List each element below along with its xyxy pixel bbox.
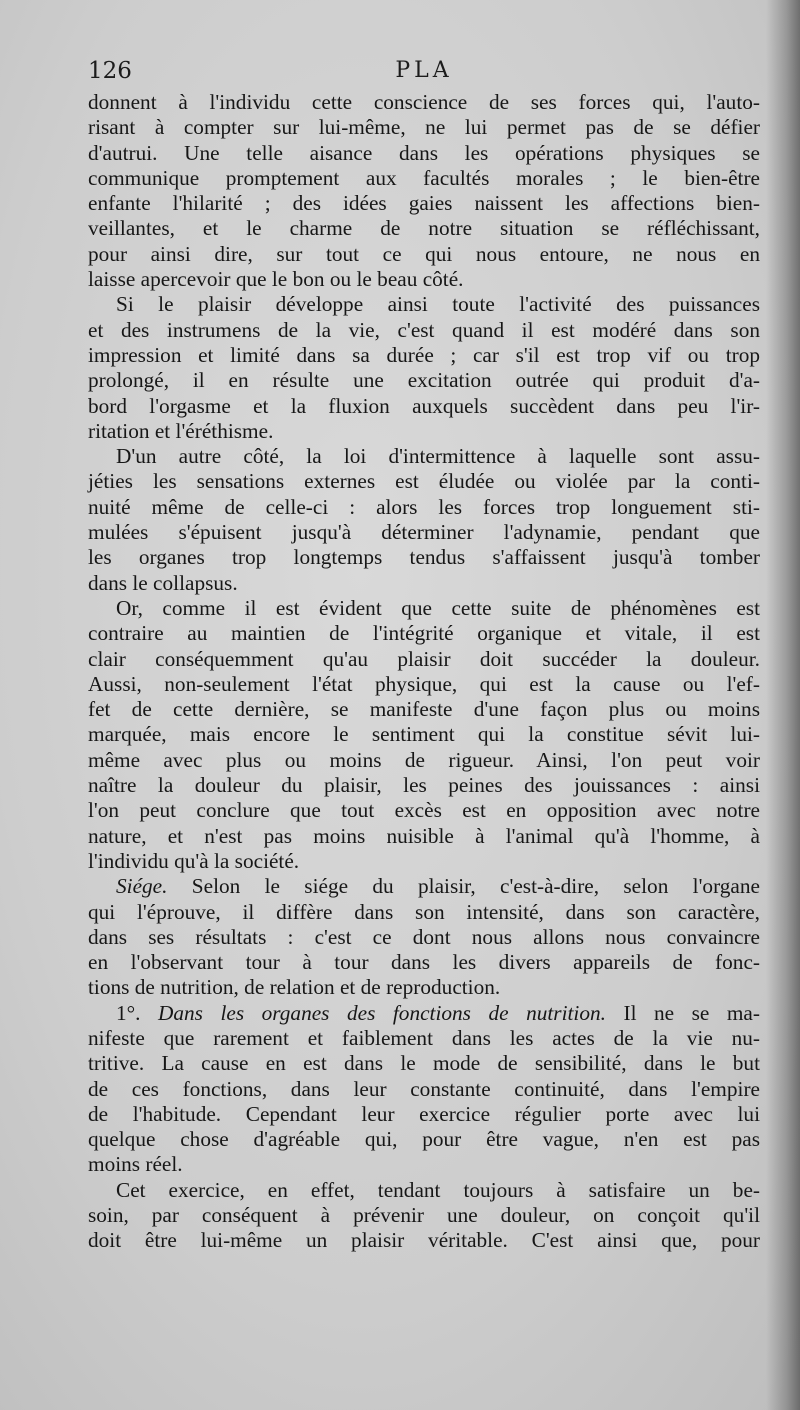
text-line: en l'observant tour à tour dans les divers appareils de fonc- [88, 950, 760, 975]
text-line: contraire au maintien de l'intégrité organique et vitale, il est [88, 621, 760, 646]
text-line: moins réel. [88, 1152, 183, 1177]
text-line: ritation et l'éréthisme. [88, 418, 274, 443]
page-number: 126 [88, 58, 132, 84]
text-line: dans le collapsus. [88, 570, 238, 595]
text-line: tritive. La cause en est dans le mode de sensibilité, dans le but [88, 1051, 760, 1076]
text-line: doit être lui-même un plaisir véritable. C'est ainsi que, pour [88, 1228, 760, 1253]
body-text [88, 90, 760, 1254]
paragraph [88, 444, 760, 596]
text-line: laisse apercevoir que le bon ou le beau côté. [88, 267, 464, 292]
text-line: et des instrumens de la vie, c'est quand il est modéré dans son [88, 317, 760, 342]
text-line: soin, par conséquent à prévenir une douleur, on conçoit qu'il [88, 1203, 760, 1228]
text-line: de ces fonctions, dans leur constante continuité, dans l'empire [88, 1076, 760, 1101]
text-line: mulées s'épuisent jusqu'à déterminer l'adynamie, pendant que [88, 520, 760, 545]
section-heading-italic: Siége. [116, 874, 168, 899]
paragraph [88, 292, 760, 444]
page-header [88, 58, 760, 92]
text-run: Il ne se ma- [605, 1000, 760, 1025]
text-line: clair conséquemment qu'au plaisir doit succéder la douleur. [88, 646, 760, 671]
text-line: nature, et n'est pas moins nuisible à l'animal qu'à l'homme, à [88, 823, 760, 848]
text-line: communique promptement aux facultés morales ; le bien-être [88, 165, 760, 190]
text-line: nuité même de celle-ci : alors les forces trop longuement sti- [88, 494, 760, 519]
text-line: qui l'éprouve, il diffère dans son intensité, dans son caractère, [88, 899, 760, 924]
text-line: tions de nutrition, de relation et de reproduction. [88, 975, 501, 1000]
section-heading-italic: Dans les organes des fonctions de nutrition. [158, 1000, 606, 1025]
text-line: de l'habitude. Cependant leur exercice régulier porte avec lui [88, 1101, 760, 1126]
text-line: jéties les sensations externes est éludée ou violée par la conti- [88, 469, 760, 494]
text-run: Selon le siége du plaisir, c'est-à-dire, selon l'organe [167, 874, 760, 899]
paragraph [88, 596, 760, 874]
page-gutter-shadow [766, 0, 800, 1410]
text-line: Si le plaisir développe ainsi toute l'activité des puissances [116, 292, 760, 317]
text-line: Aussi, non-seulement l'état physique, qui est la cause ou l'ef- [88, 671, 760, 696]
text-line: donnent à l'individu cette conscience de ses forces qui, l'auto- [88, 90, 760, 114]
paragraph [88, 1001, 760, 1178]
text-line: Cet exercice, en effet, tendant toujours à satisfaire un be- [116, 1177, 760, 1202]
paragraph [88, 90, 760, 292]
paragraph [88, 1178, 760, 1254]
text-line: veillantes, et le charme de notre situation se réfléchissant, [88, 216, 760, 241]
list-number: 1°. [116, 1000, 158, 1025]
text-line: enfante l'hilarité ; des idées gaies naissent les affections bien- [88, 191, 760, 216]
text-line: Or, comme il est évident que cette suite de phénomènes est [116, 595, 760, 620]
text-line: l'individu qu'à la société. [88, 848, 300, 873]
running-title: PLA [395, 58, 453, 83]
text-line: pour ainsi dire, sur tout ce qui nous entoure, ne nous en [88, 241, 760, 266]
text-line: fet de cette dernière, se manifeste d'une façon plus ou moins [88, 697, 760, 722]
paragraph [88, 874, 760, 1000]
text-line: marquée, mais encore le sentiment qui la constitue sévit lui- [88, 722, 760, 747]
text-line: prolongé, il en résulte une excitation outrée qui produit d'a- [88, 368, 760, 393]
text-line: l'on peut conclure que tout excès est en opposition avec notre [88, 798, 760, 823]
text-line: les organes trop longtemps tendus s'affaissent jusqu'à tomber [88, 545, 760, 570]
text-line: naître la douleur du plaisir, les peines des jouissances : ainsi [88, 773, 760, 798]
text-line: quelque chose d'agréable qui, pour être vague, n'en est pas [88, 1127, 760, 1152]
text-line: D'un autre côté, la loi d'intermittence à laquelle sont assu- [116, 444, 760, 469]
text-line: d'autrui. Une telle aisance dans les opérations physiques se [88, 140, 760, 165]
text-line: risant à compter sur lui-même, ne lui permet pas de se défier [88, 115, 760, 140]
text-line: nifeste que rarement et faiblement dans les actes de la vie nu- [88, 1025, 760, 1050]
text-line: même avec plus ou moins de rigueur. Ainsi, l'on peut voir [88, 747, 760, 772]
text-line: dans ses résultats : c'est ce dont nous allons nous convaincre [88, 924, 760, 949]
text-line: bord l'orgasme et la fluxion auxquels succèdent dans peu l'ir- [88, 393, 760, 418]
text-line: impression et limité dans sa durée ; car s'il est trop vif ou trop [88, 342, 760, 367]
text-line [88, 874, 760, 899]
text-line [88, 1001, 760, 1026]
